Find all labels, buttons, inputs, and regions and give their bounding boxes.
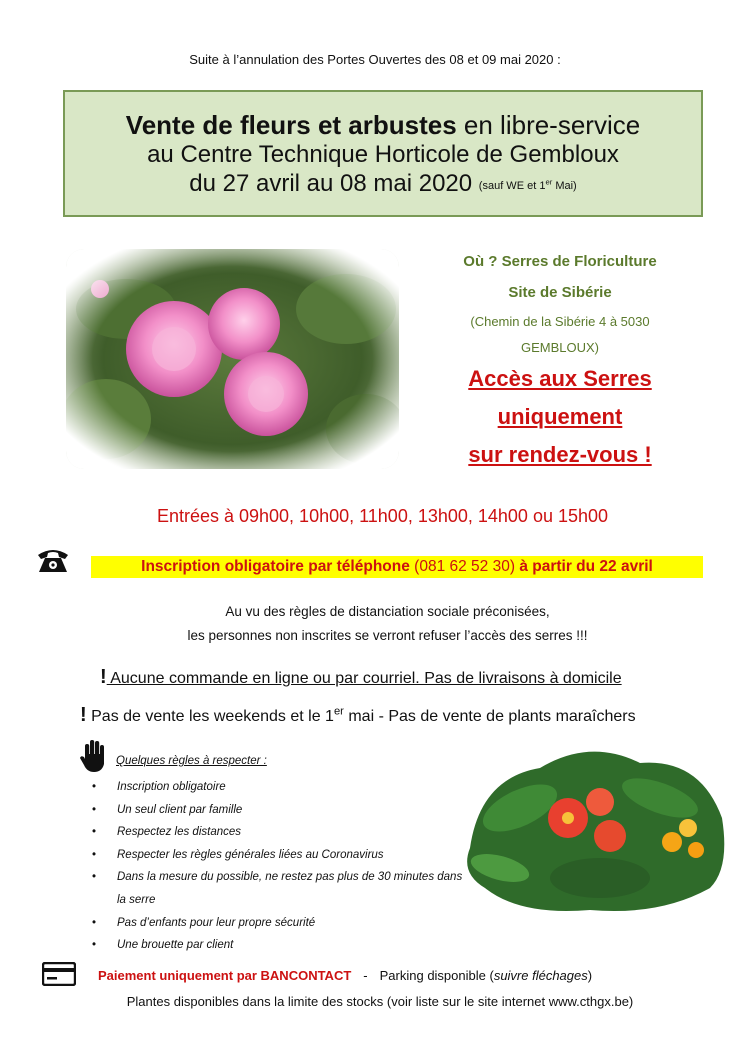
title-line-2: au Centre Technique Horticole de Gembloux	[147, 141, 619, 168]
no-sale-text: Pas de vente les weekends et le 1	[86, 708, 334, 725]
distancing-text	[0, 600, 750, 648]
access-line-3: sur rendez-vous !	[468, 442, 652, 467]
parking-directions: suivre fléchages	[493, 968, 588, 983]
payment-line: Paiement uniquement par BANCONTACT - Parking disponible (suivre fléchages)	[98, 968, 593, 983]
list-item: • Dans la mesure du possible, ne restez pas plus de 30 minutes dans la serre	[92, 866, 472, 911]
peony-photo	[66, 249, 399, 469]
list-item: • Inscription obligatoire	[92, 776, 472, 799]
no-order-notice	[100, 666, 700, 689]
list-item: • Un seul client par famille	[92, 799, 472, 822]
telephone-icon	[36, 546, 70, 574]
separator: -	[363, 968, 368, 983]
distancing-line-2: les personnes non inscrites se verront refuser l’accès des serres !!!	[187, 628, 588, 643]
access-notice	[420, 360, 700, 474]
parking-text: Parking disponible (	[379, 968, 494, 983]
inscription-label: Inscription obligatoire par téléphone	[141, 558, 410, 575]
entry-times: Entrées à 09h00, 10h00, 11h00, 13h00, 14h00 ou 15h00	[156, 506, 609, 526]
list-item: • Pas d’enfants pour leur propre sécurité	[92, 912, 472, 935]
inscription-date: à partir du 22 avril	[519, 558, 653, 575]
phone-number: (081 62 52 30)	[409, 558, 520, 575]
list-item: • Respectez les distances	[92, 821, 472, 844]
rules-heading: Quelques règles à respecter :	[116, 755, 267, 767]
no-order-text: Aucune commande en ligne ou par courriel. Pas de livraisons à domicile	[106, 670, 622, 687]
location-address-2: GEMBLOUX)	[520, 340, 599, 355]
location-address-1: (Chemin de la Sibérie 4 à 5030	[470, 314, 650, 329]
list-item: • Une brouette par client	[92, 934, 472, 957]
title-box	[63, 90, 703, 217]
title-note: (sauf WE et 1er Mai)	[478, 177, 577, 192]
title-bold: Vente de fleurs et arbustes	[125, 110, 457, 140]
rules-list	[92, 776, 472, 957]
flower-pot-photo	[460, 738, 730, 918]
access-line-2: uniquement	[497, 404, 623, 429]
no-sale-notice: ! Pas de vente les weekends et le 1er mai - Pas de vente de plants maraîchers	[80, 704, 636, 726]
hand-stop-icon	[80, 738, 108, 774]
intro-text: Suite à l’annulation des Portes Ouvertes des 08 et 09 mai 2020 :	[189, 52, 561, 67]
title-dates: du 27 avril au 08 mai 2020	[189, 170, 473, 197]
distancing-line-1: Au vu des règles de distanciation sociale préconisées,	[225, 604, 550, 619]
title-line-1	[65, 110, 701, 140]
title-rest: en libre-service	[456, 110, 641, 140]
exclamation-mark: !	[80, 704, 87, 726]
no-sale-text-end: mai - Pas de vente de plants maraîchers	[343, 708, 636, 725]
payment-method: Paiement uniquement par BANCONTACT	[98, 968, 352, 983]
location-site: Site de Sibérie	[508, 284, 612, 301]
stock-notice: Plantes disponibles dans la limite des stocks (voir liste sur le site internet www.cthgx.be)	[126, 994, 634, 1009]
title-line-3	[65, 169, 701, 201]
location-block	[420, 246, 700, 360]
location-place: Où ? Serres de Floriculture	[463, 253, 657, 270]
exclamation-mark: !	[100, 666, 107, 688]
access-line-1: Accès aux Serres	[468, 366, 652, 391]
list-item: • Respecter les règles générales liées au Coronavirus	[92, 844, 472, 867]
payment-card-icon	[42, 962, 76, 986]
inscription-banner	[91, 556, 703, 578]
